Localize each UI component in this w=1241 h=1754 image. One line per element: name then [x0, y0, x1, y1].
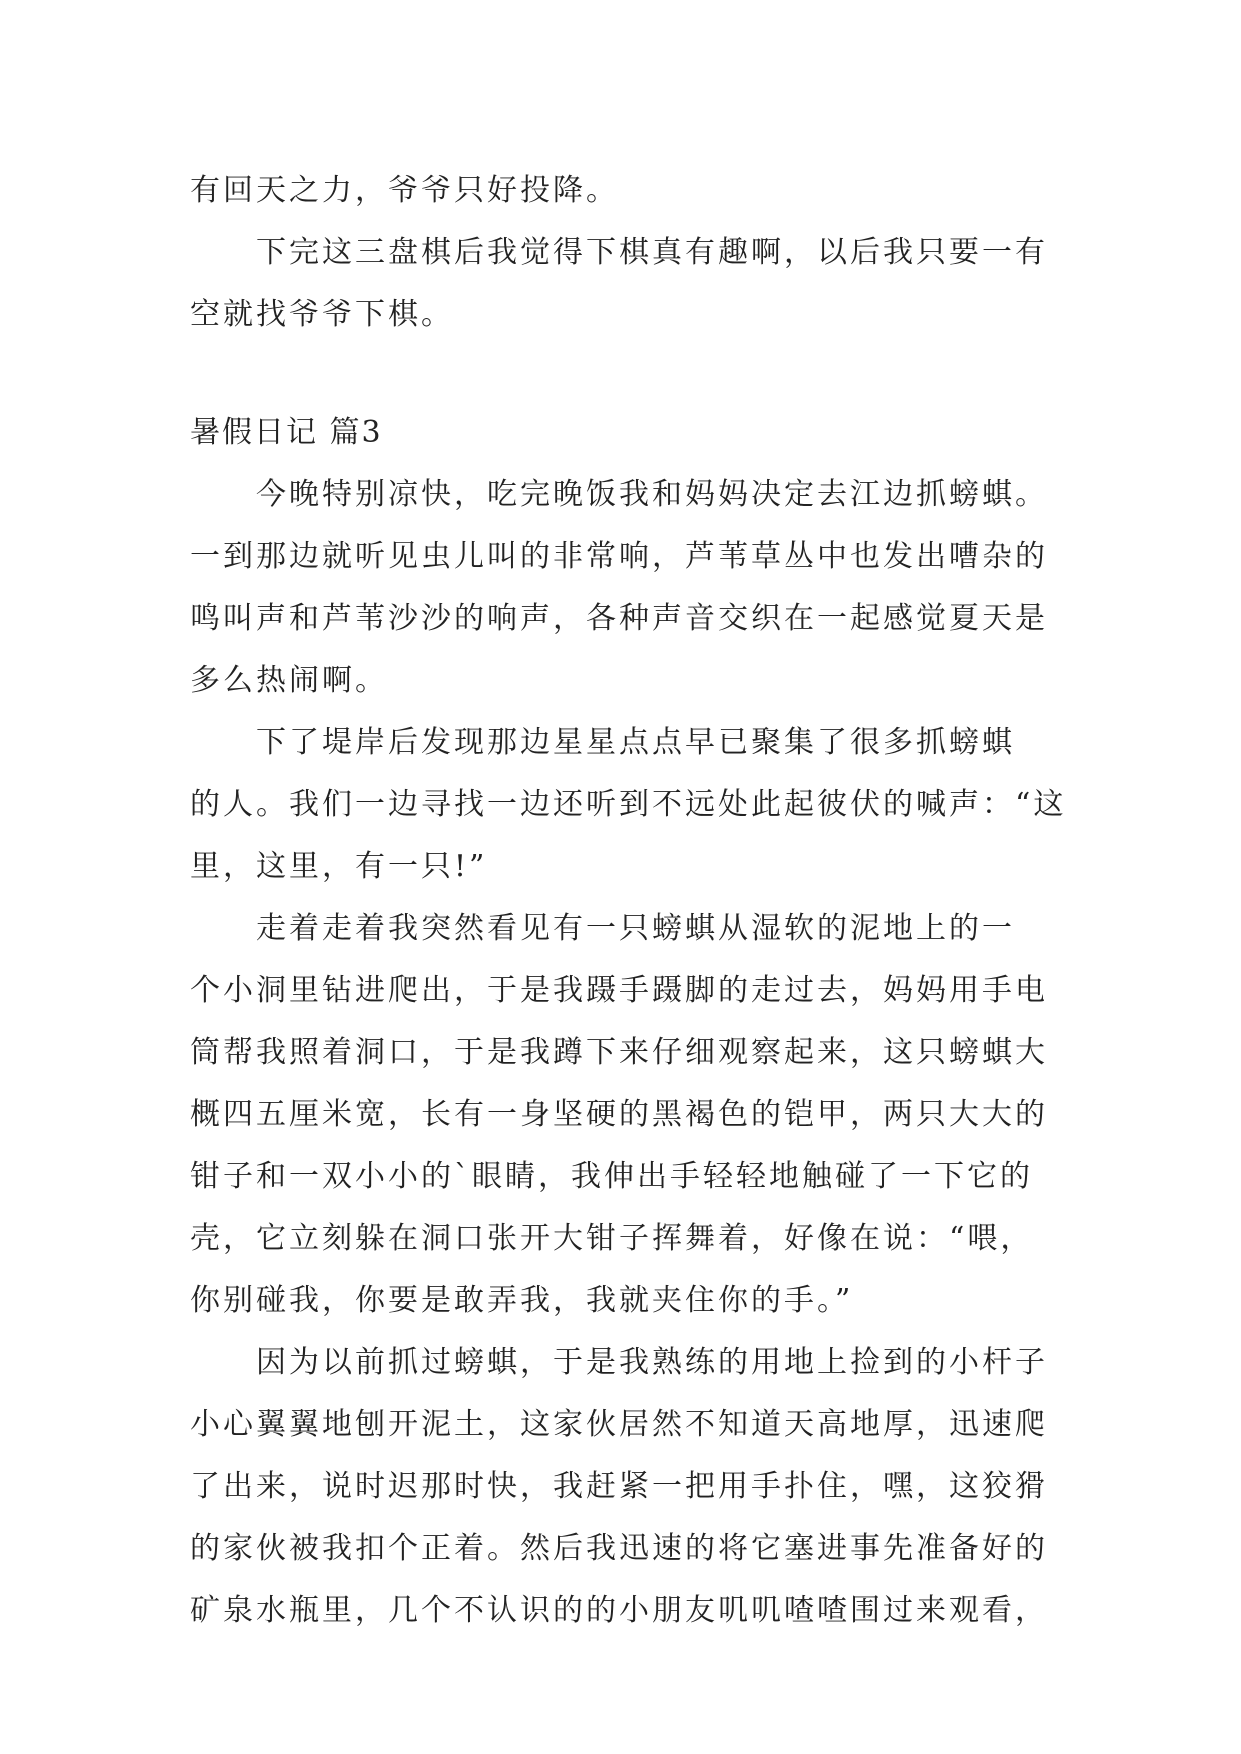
- text-line: 矿泉水瓶里，几个不认识的的小朋友叽叽喳喳围过来观看，: [190, 1593, 1048, 1628]
- text-line: 概四五厘米宽，长有一身坚硬的黑褐色的铠甲，两只大大的: [190, 1097, 1048, 1132]
- text-line: 空就找爷爷下棋。: [190, 297, 454, 332]
- text-line: 走着走着我突然看见有一只螃蜞从湿软的泥地上的一: [256, 911, 1015, 946]
- text-line: 一到那边就听见虫儿叫的非常响，芦苇草丛中也发出嘈杂的: [190, 539, 1048, 574]
- paragraph: [190, 712, 1070, 898]
- text-line: 了出来，说时迟那时快，我赶紧一把用手扑住，嘿，这狡猾: [190, 1469, 1048, 1504]
- paragraph: [190, 898, 1070, 1332]
- paragraph: [190, 464, 1070, 712]
- text-line: 筒帮我照着洞口，于是我蹲下来仔细观察起来，这只螃蜞大: [190, 1035, 1048, 1070]
- text-line: 有回天之力，爷爷只好投降。: [190, 173, 619, 208]
- previous-section-tail: [190, 160, 1070, 346]
- text-line: 里，这里，有一只!”: [190, 849, 488, 884]
- section-heading: 暑假日记 篇3: [190, 415, 383, 450]
- text-line: 小心翼翼地刨开泥土，这家伙居然不知道天高地厚，迅速爬: [190, 1407, 1048, 1442]
- document-body: [190, 160, 1070, 1642]
- text-line: 个小洞里钻进爬出，于是我蹑手蹑脚的走过去，妈妈用手电: [190, 973, 1048, 1008]
- text-line: 的家伙被我扣个正着。然后我迅速的将它塞进事先准备好的: [190, 1531, 1048, 1566]
- text-line: 下完这三盘棋后我觉得下棋真有趣啊，以后我只要一有: [256, 235, 1048, 270]
- section-spacer: [190, 346, 1070, 402]
- text-line: 壳，它立刻躲在洞口张开大钳子挥舞着，好像在说：“喂，: [190, 1221, 1034, 1256]
- text-line: 你别碰我，你要是敢弄我，我就夹住你的手。”: [190, 1283, 854, 1318]
- text-line: 鸣叫声和芦苇沙沙的响声，各种声音交织在一起感觉夏天是: [190, 601, 1048, 636]
- text-line: 下了堤岸后发现那边星星点点早已聚集了很多抓螃蜞: [256, 725, 1015, 760]
- paragraph: [190, 1332, 1070, 1642]
- text-line: 钳子和一双小小的`眼睛，我伸出手轻轻地触碰了一下它的: [190, 1159, 1033, 1194]
- text-line: 的人。我们一边寻找一边还听到不远处此起彼伏的喊声：“这: [190, 787, 1067, 822]
- text-line: 今晚特别凉快，吃完晚饭我和妈妈决定去江边抓螃蜞。: [256, 477, 1048, 512]
- text-line: 多么热闹啊。: [190, 663, 388, 698]
- text-line: 因为以前抓过螃蜞，于是我熟练的用地上捡到的小杆子: [256, 1345, 1048, 1380]
